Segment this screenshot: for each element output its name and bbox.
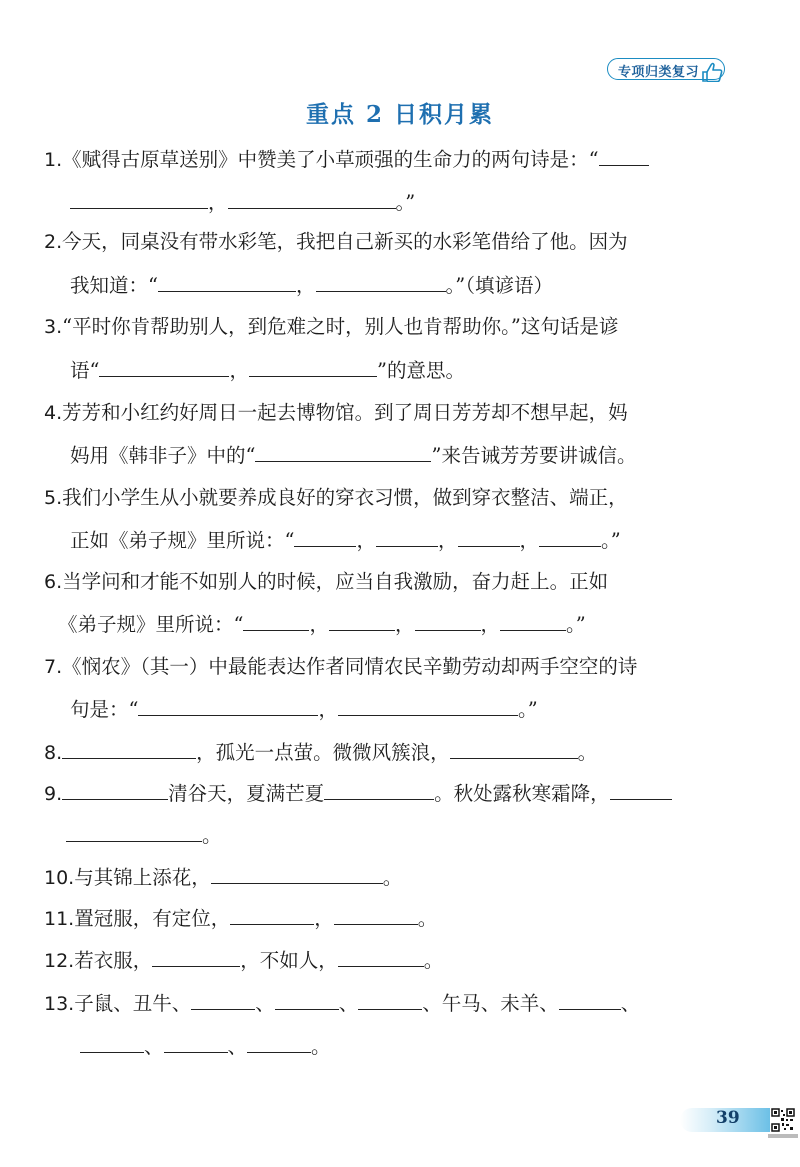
answer-blank[interactable] — [334, 904, 418, 925]
question-text: 。”（填谚语） — [445, 274, 553, 297]
question-text: ， — [208, 191, 228, 214]
question-number: 4. — [44, 402, 63, 424]
question-3-line-1 — [44, 313, 618, 341]
answer-blank[interactable] — [338, 946, 424, 967]
question-text: ， — [295, 274, 316, 297]
answer-blank[interactable] — [338, 695, 518, 716]
answer-blank[interactable] — [450, 738, 578, 759]
question-3-line-2 — [70, 356, 465, 385]
answer-blank[interactable] — [324, 779, 434, 800]
question-9-line-2 — [66, 821, 222, 850]
answer-blank[interactable] — [211, 863, 383, 884]
question-6-line-2 — [58, 610, 586, 639]
question-text: ， — [314, 907, 334, 930]
question-text: 。 — [417, 907, 438, 930]
qr-caption — [768, 1134, 798, 1138]
question-number: 11. — [44, 908, 75, 930]
answer-blank[interactable] — [559, 989, 621, 1010]
answer-blank[interactable] — [191, 989, 255, 1010]
answer-blank[interactable] — [316, 271, 446, 292]
answer-blank[interactable] — [329, 610, 395, 631]
question-2-line-2 — [70, 271, 553, 300]
question-text: ， — [438, 529, 458, 552]
question-text: ， — [356, 529, 376, 552]
question-text: ， — [395, 613, 415, 636]
answer-blank[interactable] — [610, 779, 672, 800]
qr-code-icon — [771, 1108, 795, 1132]
question-10 — [44, 863, 402, 892]
question-text: ”的意思。 — [377, 359, 465, 382]
answer-blank[interactable] — [500, 610, 566, 631]
question-number: 6. — [44, 571, 63, 593]
question-number: 9. — [44, 783, 63, 805]
question-text: 今天，同桌没有带水彩笔，我把自己新买的水彩笔借给了他。因为 — [62, 230, 628, 253]
question-number: 8. — [44, 742, 63, 764]
question-text: 。” — [566, 613, 586, 636]
question-text: 我知道：“ — [70, 274, 158, 297]
question-text: 、 — [620, 992, 641, 1015]
answer-blank[interactable] — [249, 356, 377, 377]
question-text: 、 — [227, 1035, 248, 1058]
answer-blank[interactable] — [294, 526, 356, 547]
question-text: 。 — [311, 1035, 331, 1058]
question-6-line-1 — [44, 568, 608, 596]
question-text: 子鼠、丑牛、 — [74, 992, 192, 1015]
question-text: 当学问和才能不如别人的时候，应当自我激励，奋力赶上。正如 — [62, 570, 609, 593]
question-13-line-1 — [44, 989, 640, 1018]
question-8 — [44, 738, 597, 767]
question-4-line-2 — [70, 441, 636, 470]
question-text: 《弟子规》里所说：“ — [58, 613, 244, 636]
page-number: 39 — [716, 1108, 740, 1128]
question-7-line-1 — [44, 653, 637, 681]
answer-blank[interactable] — [599, 145, 649, 166]
answer-blank[interactable] — [152, 946, 240, 967]
question-text: ”来告诫芳芳要讲诚信。 — [431, 444, 637, 467]
question-text: ， — [309, 613, 329, 636]
question-5-line-2 — [70, 526, 621, 555]
question-text: 、 — [144, 1035, 164, 1058]
question-text: 《悯农》（其一）中最能表达作者同情农民辛勤劳动却两手空空的诗 — [62, 655, 638, 678]
page-title: 重点 2 日积月累 — [305, 101, 495, 128]
question-number: 5. — [44, 487, 63, 509]
answer-blank[interactable] — [243, 610, 309, 631]
question-text: 。 — [577, 741, 598, 764]
question-text: ， — [229, 359, 249, 382]
answer-blank[interactable] — [80, 1032, 144, 1053]
question-text: 语“ — [70, 359, 100, 382]
question-2-line-1 — [44, 228, 628, 256]
question-text: 句是：“ — [70, 698, 139, 721]
question-1-line-1 — [44, 145, 649, 174]
question-11 — [44, 904, 437, 933]
question-7-line-2 — [70, 695, 538, 724]
question-text: 与其锦上添花， — [74, 866, 211, 889]
answer-blank[interactable] — [99, 356, 229, 377]
question-text: 午马、未羊、 — [441, 992, 559, 1015]
question-number: 7. — [44, 656, 63, 678]
question-text: ，孤光一点萤。微微风簇浪， — [196, 741, 450, 764]
question-text: 正如《弟子规》里所说：“ — [70, 529, 295, 552]
question-text: 芳芳和小红约好周日一起去博物馆。到了周日芳芳却不想早起，妈 — [62, 401, 628, 424]
answer-blank[interactable] — [164, 1032, 228, 1053]
question-text: 、 — [338, 992, 359, 1015]
question-1-line-2 — [70, 188, 415, 217]
question-number: 13. — [44, 993, 75, 1015]
question-number: 10. — [44, 867, 75, 889]
question-text: ， — [318, 698, 338, 721]
answer-blank[interactable] — [415, 610, 481, 631]
question-9-line-1 — [44, 779, 672, 808]
question-number: 12. — [44, 950, 75, 972]
question-text: ， — [480, 613, 501, 636]
answer-blank[interactable] — [62, 738, 196, 759]
answer-blank[interactable] — [458, 526, 520, 547]
answer-blank[interactable] — [70, 188, 208, 209]
question-text: 、 — [422, 992, 442, 1015]
question-text: 置冠服，有定位， — [74, 907, 231, 930]
question-13-line-2 — [80, 1032, 331, 1061]
answer-blank[interactable] — [138, 695, 318, 716]
answer-blank[interactable] — [247, 1032, 311, 1053]
question-text: 。 — [423, 949, 444, 972]
question-text: 。” — [601, 529, 621, 552]
question-text: ，不如人， — [240, 949, 338, 972]
question-text: 、 — [255, 992, 275, 1015]
answer-blank[interactable] — [539, 526, 601, 547]
answer-blank[interactable] — [230, 904, 314, 925]
question-text: 。 — [382, 866, 403, 889]
question-5-line-1 — [44, 484, 628, 512]
question-text: 清谷天，夏满芒夏 — [168, 782, 325, 805]
answer-blank[interactable] — [358, 989, 422, 1010]
question-4-line-1 — [44, 399, 628, 427]
question-text: 。” — [518, 698, 538, 721]
question-text: 。秋处露秋寒霜降， — [434, 782, 610, 805]
answer-blank[interactable] — [66, 821, 202, 842]
answer-blank[interactable] — [275, 989, 339, 1010]
question-text: 我们小学生从小就要养成良好的穿衣习惯，做到穿衣整洁、端正， — [62, 486, 628, 509]
question-text: 妈用《韩非子》中的“ — [70, 444, 256, 467]
answer-blank[interactable] — [376, 526, 438, 547]
question-number: 3. — [44, 316, 63, 338]
answer-blank[interactable] — [255, 441, 431, 462]
question-text: 《赋得古原草送别》中赞美了小草顽强的生命力的两句诗是：“ — [62, 148, 599, 171]
answer-blank[interactable] — [158, 271, 296, 292]
question-text: “平时你肯帮助别人，到危难之时，别人也肯帮助你。”这句话是谚 — [62, 315, 619, 338]
badge-label: 专项归类复习 — [618, 65, 700, 80]
question-text: 。” — [395, 191, 416, 214]
question-number: 2. — [44, 231, 63, 253]
answer-blank[interactable] — [62, 779, 168, 800]
question-number: 1. — [44, 149, 63, 171]
answer-blank[interactable] — [228, 188, 396, 209]
question-text: 若衣服， — [74, 949, 153, 972]
question-text: 。 — [202, 824, 222, 847]
thumbs-up-icon — [699, 60, 725, 82]
question-12 — [44, 946, 443, 975]
question-text: ， — [519, 529, 540, 552]
